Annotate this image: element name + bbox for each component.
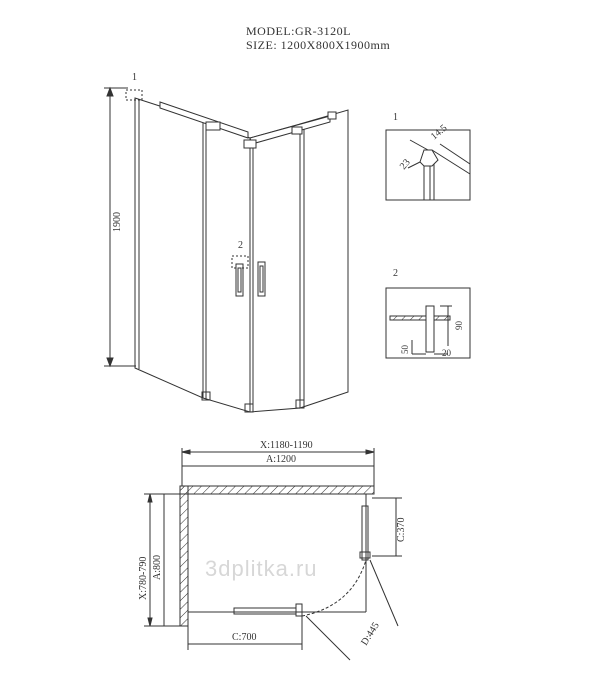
plan-view (144, 448, 402, 660)
plan-x-range: X:1180-1190 (260, 440, 313, 451)
detail-1-dim-b: 23 (397, 157, 413, 172)
plan-c-bottom: C:700 (232, 632, 257, 643)
plan-c-side: C:370 (396, 517, 407, 542)
plan-d-diag: D:445 (359, 620, 382, 648)
callout-1: 1 (132, 72, 137, 83)
watermark: 3dplitka.ru (205, 556, 318, 581)
model-label: MODEL:GR-3120L (246, 24, 351, 38)
front-view (104, 88, 348, 412)
size-label: SIZE: 1200X800X1900mm (246, 38, 391, 52)
detail-2-dim-b: 50 (400, 345, 410, 354)
detail-1-dim-a: 14.5 (428, 122, 450, 143)
detail-2-label: 2 (393, 268, 398, 279)
plan-a-dim: A:1200 (266, 454, 296, 465)
detail-2-dim-a: 90 (454, 321, 464, 330)
detail-2-dim-c: 20 (442, 348, 451, 358)
plan-a-side: A:800 (152, 555, 163, 580)
detail-1-label: 1 (393, 112, 398, 123)
plan-y-range: X:780-790 (138, 556, 149, 600)
callout-2: 2 (238, 240, 243, 251)
height-dim-label: 1900 (112, 212, 123, 232)
